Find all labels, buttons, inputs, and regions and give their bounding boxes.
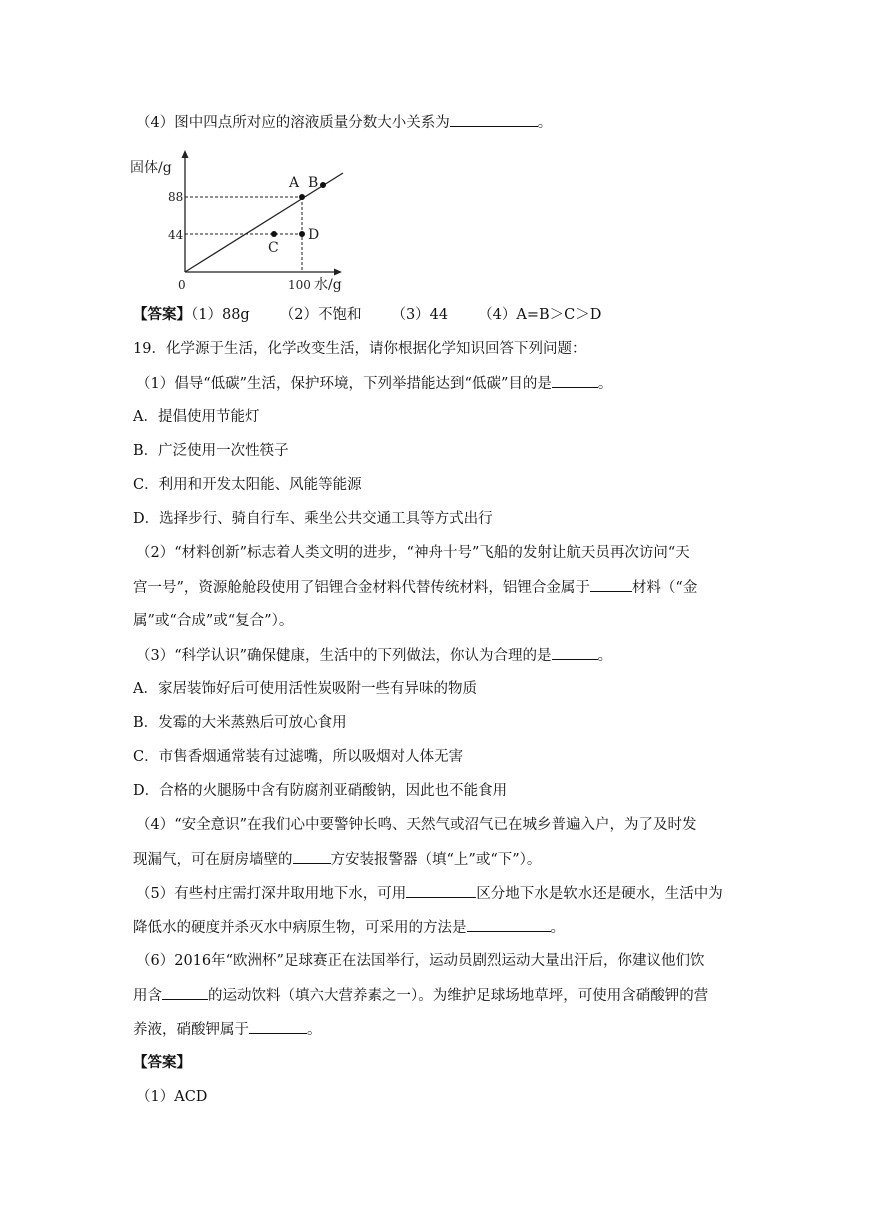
y-axis-label: 固体/g [130,160,172,176]
answer-blank [467,917,551,932]
q19-part2-text: 宫一号”，资源舱舱段使用了铝锂合金材料代替传统材料，铝锂合金属于 [133,580,590,596]
answer-1: （1）88g [191,307,250,323]
q18-answer [133,305,601,325]
point-a [299,194,305,200]
q19-part4-text: 现漏气，可在厨房墙壁的 [133,852,293,868]
q19-part1 [136,373,612,394]
q19-part2-line1: （2）“材料创新”标志着人类文明的进步，“神舟十号”飞船的发射让航天员再次访问“天 [136,545,690,561]
point-a-label: A [289,175,300,191]
answer-blank [162,985,208,1000]
q19-part2-line2 [133,577,697,598]
y-axis-arrow [182,150,189,158]
q19-part4-line2 [133,849,541,870]
q19-p1-option-c: C．利用和开发太阳能、风能等能源 [133,477,362,493]
q19-part6-text-b: 的运动饮料（填六大营养素之一）。为维护足球场地草坪，可使用含硝酸钾的营 [208,988,709,1004]
answer-blank [293,849,331,864]
q19-p3-option-d: D．合格的火腿肠中含有防腐剂亚硝酸钠，因此也不能食用 [133,783,508,799]
q19-part3-end: 。 [597,648,613,664]
x-tick-100: 100 [288,278,311,292]
point-d-label: D [308,227,320,243]
q19-part5-line1 [136,883,723,904]
q19-part4-text-b: 方安装报警器（填“上”或“下”）。 [330,852,542,868]
x-axis-label: 水/g [314,277,342,293]
q19-part6-line3 [133,1019,322,1040]
y-tick-44: 44 [168,228,184,242]
answer-3: （3）44 [391,307,449,323]
q19-answer-label: 【答案】 [133,1054,191,1071]
q19-p1-option-b: B．广泛使用一次性筷子 [133,443,289,459]
point-b [320,182,326,188]
answer-blank [590,577,632,592]
q19-p3-option-c: C．市售香烟通常装有过滤嘴，所以吸烟对人体无害 [133,749,464,765]
q19-part5-end: 。 [550,920,565,936]
q19-part4-line1: （4）“安全意识”在我们心中要警钟长鸣、天然气或沼气已在城乡普遍入户，为了及时发 [136,817,697,833]
q19-p1-option-d: D．选择步行、骑自行车、乘坐公共交通工具等方式出行 [133,511,493,527]
q19-part3-text: （3）“科学认识”确保健康，生活中的下列做法，你认为合理的是 [136,648,552,664]
q19-part5-line2 [133,917,565,938]
x-axis-arrow [334,269,342,276]
origin-label: 0 [178,278,186,292]
q19-part6-line2 [133,985,708,1006]
q19-part2-line3: 属”或“合成”或“复合”）。 [133,613,294,629]
q19-part6-end: 。 [307,1022,322,1038]
q18-item4-text: （4）图中四点所对应的溶液质量分数大小关系为 [136,115,450,131]
q19-part3 [136,645,612,666]
q19-part5-text: （5）有些村庄需打深井取用地下水，可用 [136,886,407,902]
q18-item4 [136,112,552,133]
q19-p1-option-a: A．提倡使用节能灯 [133,409,260,425]
answer-blank [552,645,598,660]
answer-blank [450,112,538,127]
q19-part6-text-c: 养液，硝酸钾属于 [133,1022,249,1038]
q19-p3-option-a: A．家居装饰好后可使用活性炭吸附一些有异味的物质 [133,681,477,697]
answer-4: （4）A=B＞C＞D [478,307,602,323]
answer-blank [552,373,598,388]
point-c-label: C [268,240,279,256]
q19-part1-text: （1）倡导“低碳”生活，保护环境，下列举措能达到“低碳”目的是 [136,376,552,392]
answer-blank [249,1019,307,1034]
answer-2: （2）不饱和 [279,307,362,323]
answer-blank [406,883,476,898]
trend-line [185,173,343,272]
q19-part5-text-b: 区分地下水是软水还是硬水，生活中为 [476,886,723,902]
point-d [299,231,305,237]
solubility-figure [128,148,358,298]
y-tick-88: 88 [168,190,184,204]
q19-part1-end: 。 [597,376,613,392]
q19-stem: 19．化学源于生活，化学改变生活，请你根据化学知识回答下列问题： [133,341,587,357]
q19-part2-text-b: 材料（“金 [631,580,698,596]
point-b-label: B [308,175,319,191]
point-c [271,231,277,237]
q19-part6-line1: （6）2016年“欧洲杯”足球赛正在法国举行，运动员剧烈运动大量出汗后，你建议他们饮 [136,953,705,969]
q19-part5-text-c: 降低水的硬度并杀灭水中病原生物，可采用的方法是 [133,920,467,936]
q18-item4-end: 。 [537,115,553,131]
q19-answer-1: （1）ACD [136,1089,208,1105]
q19-part6-text: 用含 [133,988,162,1004]
answer-label: 【答案】 [133,306,191,323]
q19-p3-option-b: B．发霉的大米蒸熟后可放心食用 [133,715,347,731]
